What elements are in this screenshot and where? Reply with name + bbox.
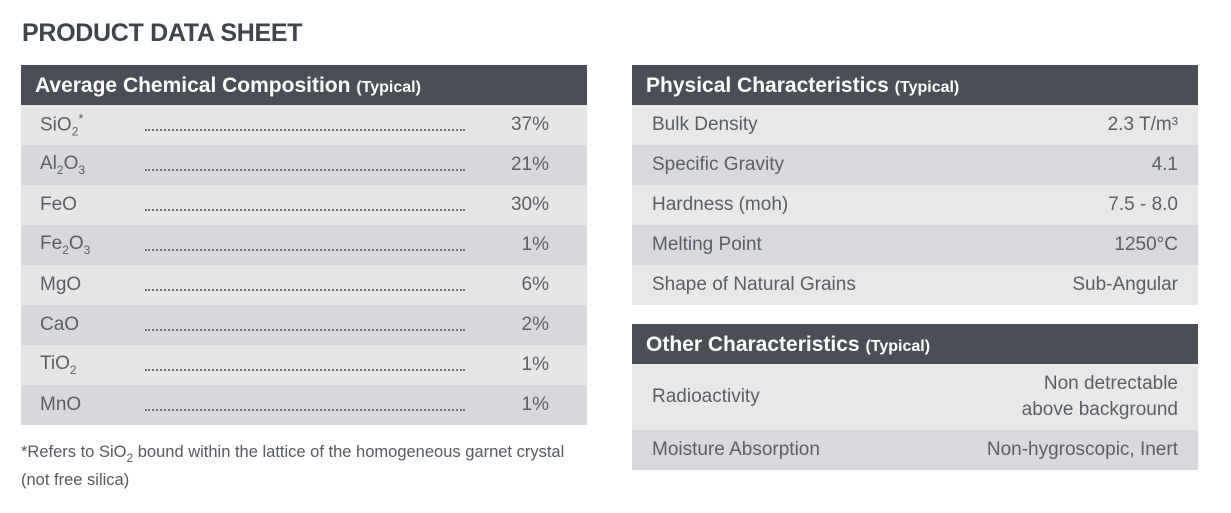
property-value: 2.3 T/m³ [1107,114,1178,135]
dot-leader [145,209,465,211]
property-value: 7.5 - 8.0 [1108,194,1178,215]
chemical-composition-header [21,65,587,105]
compound-name: CaO [40,314,80,335]
property-row [632,364,1198,430]
compound-value: 6% [521,274,549,295]
chemical-row [21,225,587,265]
property-label: Moisture Absorption [652,439,820,460]
other-typical-label: (Typical) [865,338,931,355]
chemical-row [21,265,587,305]
property-label: Hardness (moh) [652,194,789,215]
dot-leader [145,409,465,411]
property-row [632,185,1198,225]
chemical-row [21,185,587,225]
compound-value: 1% [521,234,549,255]
property-label: Radioactivity [652,386,760,407]
chemical-row [21,145,587,185]
dot-leader [145,249,465,251]
compound-value: 1% [521,394,549,415]
property-value: Non-hygroscopic, Inert [986,439,1178,460]
other-characteristics-panel [632,324,1198,470]
compound-name: $Fe_2O_3$ [40,233,91,257]
chemical-row [21,345,587,385]
property-row [632,225,1198,265]
property-value: 1250°C [1114,234,1178,255]
chemical-typical-label: (Typical) [356,79,421,96]
page-title: PRODUCT DATA SHEET [22,19,303,47]
compound-value: 1% [521,354,549,375]
physical-characteristics-header [632,65,1198,105]
dot-leader [145,129,465,131]
compound-value: 30% [510,194,549,215]
dot-leader [145,369,465,371]
dot-leader [145,289,465,291]
property-value: 4.1 [1151,154,1178,175]
other-characteristics-heading: Other Characteristics [646,333,860,356]
property-value: Sub-Angular [1072,274,1178,295]
compound-name: MgO [40,274,82,295]
chemical-composition-panel [21,65,587,425]
property-label: Shape of Natural Grains [652,274,856,295]
dot-leader [145,329,465,331]
property-value: Non detrectable above background [1021,373,1178,420]
physical-characteristics-heading: Physical Characteristics [646,74,889,97]
property-row [632,265,1198,305]
dot-leader [145,169,465,171]
property-row [632,430,1198,470]
chemical-composition-heading: Average Chemical Composition [35,74,351,97]
compound-name: SiO$_2$* [40,111,84,139]
footnote: *Refers to SiO$_2$ bound within the lattice of the homogeneous garnet crystal (not free silica) [21,443,565,489]
compound-name: MnO [40,394,82,415]
compound-name: FeO [40,194,77,215]
compound-value: 21% [510,154,549,175]
property-label: Melting Point [652,234,762,255]
compound-name: TiO$_2$ [40,353,77,377]
chemical-row [21,385,587,425]
compound-name: $Al_2O_3$ [40,153,86,177]
property-label: Bulk Density [652,114,758,135]
chemical-row [21,305,587,345]
compound-value: 37% [510,114,549,135]
physical-typical-label: (Typical) [894,79,960,96]
other-characteristics-header [632,324,1198,364]
property-label: Specific Gravity [652,154,784,175]
physical-characteristics-panel [632,65,1198,305]
property-row [632,105,1198,145]
property-row [632,145,1198,185]
compound-value: 2% [521,314,549,335]
chemical-row [21,105,587,145]
